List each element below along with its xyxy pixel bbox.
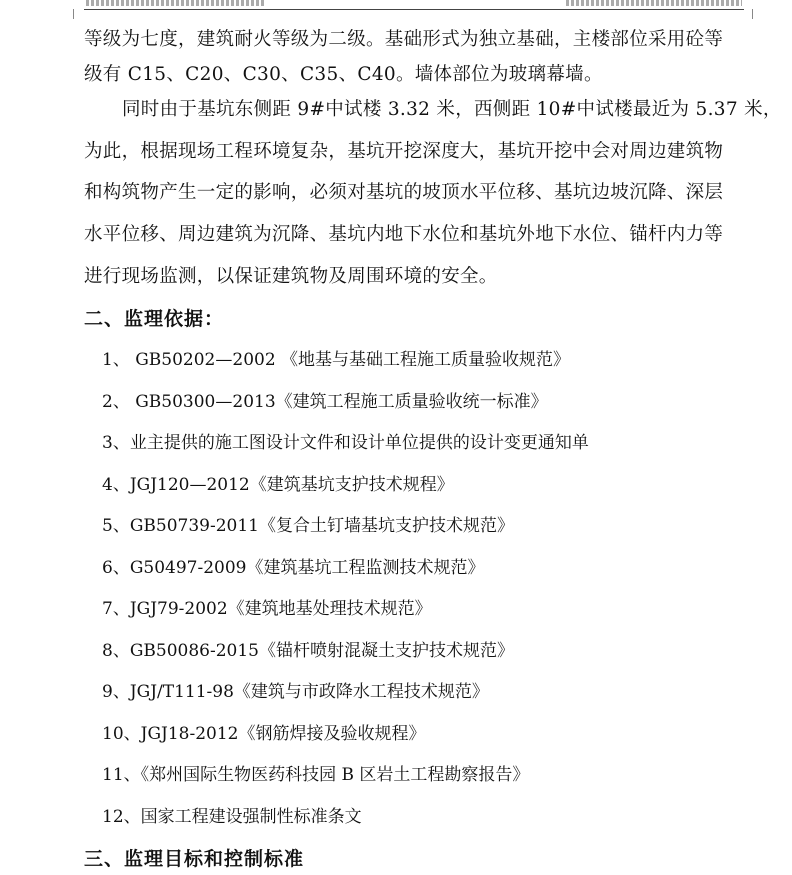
header-cutoff-left bbox=[86, 0, 264, 6]
basis-item-3: 3、业主提供的施工图设计文件和设计单位提供的设计变更通知单 bbox=[102, 433, 589, 453]
basis-item-12: 12、国家工程建设强制性标准条文 bbox=[102, 807, 362, 827]
margin-mark-left bbox=[73, 9, 84, 19]
paragraph-line-4: 为此，根据现场工程环境复杂，基坑开挖深度大，基坑开挖中会对周边建筑物 bbox=[84, 141, 724, 162]
section-heading-basis: 二、监理依据： bbox=[84, 308, 225, 330]
basis-item-4: 4、JGJ120—2012《建筑基坑支护技术规程》 bbox=[102, 475, 454, 495]
basis-item-11: 11、《郑州国际生物医药科技园 B 区岩土工程勘察报告》 bbox=[102, 765, 530, 785]
basis-item-5: 5、GB50739-2011《复合土钉墙基坑支护技术规范》 bbox=[102, 516, 514, 536]
paragraph-line-6: 水平位移、周边建筑为沉降、基坑内地下水位和基坑外地下水位、锚杆内力等 bbox=[84, 224, 724, 245]
paragraph-line-7: 进行现场监测，以保证建筑物及周围环境的安全。 bbox=[84, 266, 498, 287]
paragraph-line-2: 级有 C15、C20、C30、C35、C40。墙体部位为玻璃幕墙。 bbox=[84, 64, 603, 85]
header-rule bbox=[84, 9, 744, 10]
basis-item-10: 10、JGJ18-2012《钢筋焊接及验收规程》 bbox=[102, 724, 426, 744]
basis-item-9: 9、JGJ/T111-98《建筑与市政降水工程技术规范》 bbox=[102, 682, 489, 702]
margin-mark-right bbox=[742, 9, 753, 19]
basis-item-7: 7、JGJ79-2002《建筑地基处理技术规范》 bbox=[102, 599, 432, 619]
header-cutoff-right bbox=[566, 0, 742, 6]
paragraph-line-5: 和构筑物产生一定的影响，必须对基坑的坡顶水平位移、基坑边坡沉降、深层 bbox=[84, 182, 724, 203]
basis-item-6: 6、G50497-2009《建筑基坑工程监测技术规范》 bbox=[102, 558, 485, 578]
paragraph-line-3: 同时由于基坑东侧距 9#中试楼 3.32 米，西侧距 10#中试楼最近为 5.37 米， bbox=[122, 99, 782, 120]
paragraph-line-1: 等级为七度，建筑耐火等级为二级。基础形式为独立基础，主楼部位采用砼等 bbox=[84, 29, 724, 50]
basis-item-1: 1、 GB50202—2002 《地基与基础工程施工质量验收规范》 bbox=[102, 350, 571, 370]
section-heading-targets: 三、监理目标和控制标准 bbox=[84, 848, 305, 870]
basis-item-2: 2、 GB50300—2013《建筑工程施工质量验收统一标准》 bbox=[102, 392, 548, 412]
basis-item-8: 8、GB50086-2015《锚杆喷射混凝土支护技术规范》 bbox=[102, 641, 514, 661]
